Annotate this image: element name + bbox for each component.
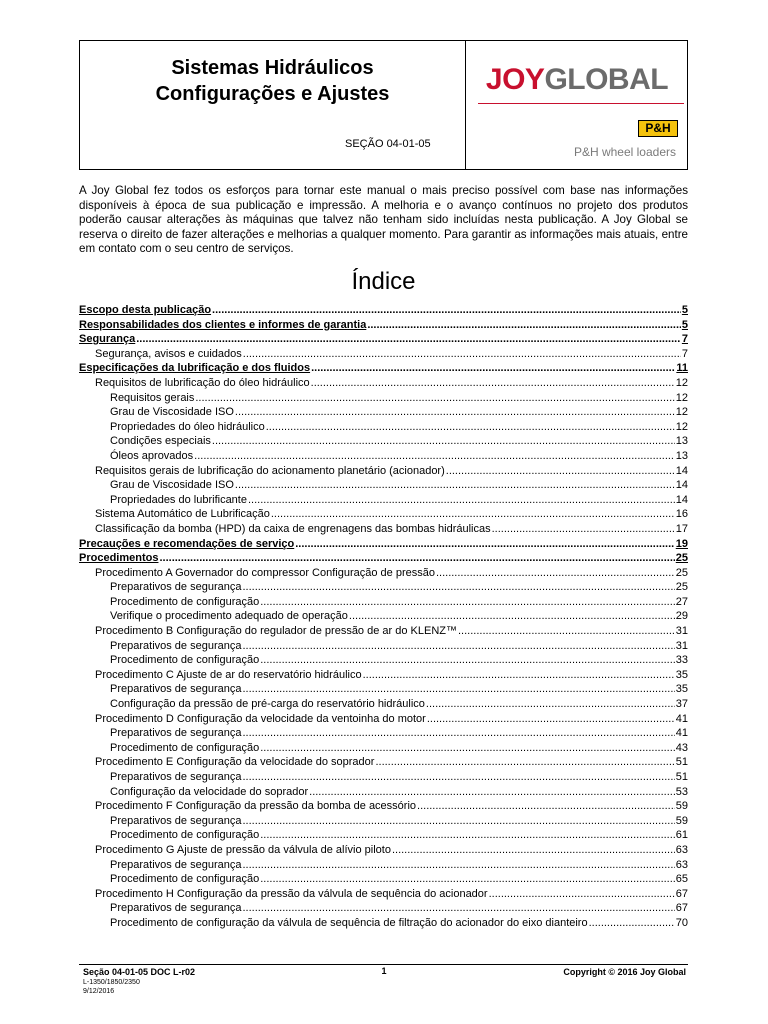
toc-entry-page: 51 — [675, 771, 688, 783]
toc-leader-dots — [436, 566, 675, 581]
toc-entry[interactable] — [79, 639, 688, 654]
toc-leader-dots — [212, 434, 675, 449]
toc-leader-dots — [242, 858, 674, 873]
toc-leader-dots — [136, 332, 681, 347]
toc-entry[interactable] — [79, 478, 688, 493]
toc-entry-title: Requisitos de lubrificação do óleo hidráulico — [95, 376, 310, 389]
toc-entry-page: 67 — [675, 902, 688, 915]
toc-entry-title: Classificação da bomba (HPD) da caixa de engrenagens das bombas hidráulicas — [95, 522, 491, 535]
toc-leader-dots — [311, 361, 675, 376]
toc-entry-page: 35 — [675, 668, 688, 681]
toc-entry[interactable] — [79, 785, 688, 800]
toc-entry-page: 12 — [675, 406, 688, 419]
toc-entry-page: 65 — [675, 873, 688, 886]
toc-leader-dots — [489, 887, 675, 902]
toc-entry[interactable] — [79, 726, 688, 741]
toc-leader-dots — [446, 464, 675, 479]
footer-copyright: Copyright © 2016 Joy Global — [563, 967, 686, 977]
toc-entry[interactable] — [79, 303, 688, 318]
toc-entry-title: Configuração da pressão de pré-carga do reservatório hidráulico — [110, 698, 425, 711]
toc-entry-title: Condições especiais — [110, 435, 211, 448]
toc-leader-dots — [212, 303, 681, 318]
toc-leader-dots — [589, 916, 675, 931]
section-code: SEÇÃO 04-01-05 — [345, 138, 431, 150]
toc-entry-title: Requisitos gerais de lubrificação do acionamento planetário (acionador) — [95, 464, 445, 477]
toc-entry-page: 53 — [675, 785, 688, 798]
toc-entry-title: Procedimento de configuração — [110, 654, 260, 667]
toc-leader-dots — [458, 624, 675, 639]
toc-entry-page: 5 — [681, 318, 688, 331]
title-line-1: Sistemas Hidráulicos — [171, 57, 374, 79]
toc-entry-title: Preparativos de segurança — [110, 639, 242, 652]
toc-leader-dots — [243, 347, 681, 362]
toc-entry-title: Procedimento G Ajuste de pressão da válvula de alívio piloto — [95, 843, 391, 856]
toc-leader-dots — [271, 507, 675, 522]
toc-entry[interactable] — [79, 901, 688, 916]
toc-leader-dots — [417, 799, 675, 814]
toc-entry-page: 67 — [675, 887, 688, 900]
logo-wordmark — [466, 63, 688, 97]
toc-entry[interactable] — [79, 347, 688, 362]
toc-entry[interactable] — [79, 580, 688, 595]
toc-entry-title: Configuração da velocidade do soprador — [110, 785, 309, 798]
toc-entry[interactable] — [79, 653, 688, 668]
toc-entry-page: 13 — [675, 435, 688, 448]
toc-entry-page: 25 — [675, 552, 688, 565]
toc-leader-dots — [260, 595, 675, 610]
toc-entry-page: 37 — [675, 698, 688, 711]
footer-date: 9/12/2016 — [83, 988, 115, 995]
toc-leader-dots — [367, 318, 681, 333]
toc-entry-title: Preparativos de segurança — [110, 814, 242, 827]
toc-entry-title: Procedimento de configuração — [110, 741, 260, 754]
toc-entry-page: 33 — [675, 654, 688, 667]
toc-entry-page: 43 — [675, 741, 688, 754]
toc-entry-title: Grau de Viscosidade ISO — [110, 406, 234, 419]
toc-entry-page: 19 — [675, 537, 688, 550]
toc-entry-title: Procedimento A Governador do compressor Configuração de pressão — [95, 566, 435, 579]
index-title: Índice — [351, 268, 416, 295]
toc-leader-dots — [242, 639, 674, 654]
toc-leader-dots — [363, 668, 675, 683]
logo-underline — [478, 103, 684, 104]
toc-entry[interactable] — [79, 799, 688, 814]
toc-entry[interactable] — [79, 522, 688, 537]
toc-leader-dots — [242, 726, 674, 741]
toc-entry-title: Preparativos de segurança — [110, 727, 242, 740]
toc-entry-page: 59 — [675, 814, 688, 827]
toc-entry[interactable] — [79, 551, 688, 566]
toc-entry-page: 51 — [675, 756, 688, 769]
toc-leader-dots — [242, 580, 674, 595]
toc-entry-page: 70 — [675, 916, 688, 929]
toc-entry-page: 12 — [675, 420, 688, 433]
toc-leader-dots — [159, 551, 674, 566]
toc-entry[interactable] — [79, 624, 688, 639]
toc-entry-title: Propriedades do lubrificante — [110, 493, 247, 506]
toc-entry-page: 7 — [681, 347, 688, 360]
toc-entry-page: 35 — [675, 683, 688, 696]
toc-entry[interactable] — [79, 682, 688, 697]
toc-entry[interactable] — [79, 464, 688, 479]
toc-entry-title: Escopo desta publicação — [79, 304, 212, 316]
toc-entry-title: Propriedades do óleo hidráulico — [110, 420, 265, 433]
joy-global-logo — [466, 41, 688, 169]
toc-entry[interactable] — [79, 814, 688, 829]
toc-entry[interactable] — [79, 697, 688, 712]
toc-entry-title: Responsabilidades dos clientes e informes de garantia — [79, 318, 367, 331]
toc-entry-page: 16 — [675, 508, 688, 521]
toc-entry-title: Preparativos de segurança — [110, 581, 242, 594]
toc-entry-title: Preparativos de segurança — [110, 683, 242, 696]
toc-entry[interactable] — [79, 887, 688, 902]
toc-entry-title: Especificações da lubrificação e dos fluidos — [79, 362, 311, 375]
toc-entry-title: Procedimento de configuração da válvula de sequência de filtração do acionador do eixo dianteiro — [110, 916, 588, 929]
toc-leader-dots — [194, 449, 675, 464]
toc-entry-page: 59 — [675, 800, 688, 813]
toc-entry-page: 31 — [675, 639, 688, 652]
toc-entry-title: Verifique o procedimento adequado de operação — [110, 610, 348, 623]
toc-entry-page: 63 — [675, 843, 688, 856]
toc-entry-page: 13 — [675, 449, 688, 462]
toc-entry-page: 5 — [681, 304, 688, 316]
toc-entry[interactable] — [79, 434, 688, 449]
intro-paragraph: A Joy Global fez todos os esforços para tornar este manual o mais preciso possível com base nas informações disponíveis à época de sua publicação e impressão. A melhoria e o avanço contínuos no projeto dos produtos poderão causar alterações às máquinas que talvez não tenham sido incluídas nesta publicação. A Joy Global se reserva o direito de fazer alterações e melhorias a qualquer momento. Para garantir as informações mais atuais, entre em contato com o seu centro de serviços. — [79, 184, 688, 256]
toc-entry[interactable] — [79, 566, 688, 581]
toc-entry[interactable] — [79, 872, 688, 887]
footer-doc-code: Seção 04-01-05 DOC L-r02 — [83, 967, 196, 977]
toc-leader-dots — [426, 697, 675, 712]
toc-leader-dots — [260, 653, 675, 668]
toc-entry-title: Grau de Viscosidade ISO — [110, 479, 234, 492]
toc-entry-page: 25 — [675, 581, 688, 594]
toc-entry-page: 61 — [675, 829, 688, 842]
toc-entry-page: 27 — [675, 595, 688, 608]
toc-leader-dots — [427, 712, 675, 727]
toc-entry[interactable] — [79, 595, 688, 610]
toc-entry-title: Procedimento C Ajuste de ar do reservatório hidráulico — [95, 668, 362, 681]
toc-leader-dots — [295, 537, 675, 552]
title-line-2: Configurações e Ajustes — [155, 83, 390, 105]
toc-entry-page: 12 — [675, 376, 688, 389]
toc-entry-title: Procedimento de configuração — [110, 595, 260, 608]
toc-entry-page: 14 — [675, 479, 688, 492]
toc-entry-page: 41 — [675, 727, 688, 740]
toc-entry-page: 11 — [676, 362, 688, 375]
toc-entry-title: Procedimento de configuração — [110, 873, 260, 886]
toc-entry[interactable] — [79, 507, 688, 522]
toc-entry-title: Sistema Automático de Lubrificação — [95, 508, 270, 521]
toc-entry[interactable] — [79, 712, 688, 727]
toc-entry-title: Óleos aprovados — [110, 449, 194, 462]
toc-leader-dots — [492, 522, 675, 537]
toc-entry-title: Requisitos gerais — [110, 391, 195, 404]
toc-entry-page: 7 — [681, 333, 688, 346]
toc-leader-dots — [242, 770, 674, 785]
toc-entry[interactable] — [79, 493, 688, 508]
toc-entry-title: Preparativos de segurança — [110, 771, 242, 783]
toc-entry[interactable] — [79, 668, 688, 683]
toc-entry[interactable] — [79, 449, 688, 464]
toc-entry[interactable] — [79, 420, 688, 435]
table-of-contents — [79, 303, 688, 931]
toc-leader-dots — [392, 843, 675, 858]
toc-leader-dots — [375, 755, 674, 770]
toc-entry-title: Procedimento F Configuração da pressão da bomba de acessório — [95, 800, 417, 813]
logo-joy: JOY — [485, 63, 545, 96]
toc-leader-dots — [260, 828, 675, 843]
toc-entry[interactable] — [79, 376, 688, 391]
toc-leader-dots — [349, 609, 675, 624]
toc-entry-title: Procedimento H Configuração da pressão da válvula de sequência do acionador — [95, 887, 488, 900]
toc-entry[interactable] — [79, 770, 688, 785]
toc-leader-dots — [242, 901, 674, 916]
toc-entry[interactable] — [79, 391, 688, 406]
toc-entry[interactable] — [79, 828, 688, 843]
toc-entry-page: 12 — [675, 391, 688, 404]
toc-leader-dots — [235, 478, 675, 493]
toc-leader-dots — [260, 741, 675, 756]
toc-entry-title: Procedimento D Configuração da velocidade da ventoinha do motor — [95, 712, 426, 725]
toc-entry-page: 14 — [675, 464, 688, 477]
toc-entry[interactable] — [79, 741, 688, 756]
toc-entry[interactable] — [79, 318, 688, 333]
toc-entry-title: Procedimento B Configuração do regulador de pressão de ar do KLENZ™ — [95, 625, 457, 638]
toc-entry-title: Preparativos de segurança — [110, 858, 242, 871]
document-header — [79, 40, 688, 170]
ph-caption: P&H wheel loaders — [573, 145, 676, 159]
toc-leader-dots — [242, 682, 674, 697]
toc-entry-title: Segurança — [79, 333, 136, 346]
toc-entry-page: 31 — [675, 625, 688, 638]
toc-leader-dots — [311, 376, 675, 391]
toc-entry-page: 41 — [675, 712, 688, 725]
toc-entry-title: Segurança, avisos e cuidados — [95, 347, 242, 360]
ph-badge: P&H — [638, 120, 678, 137]
document-title — [80, 55, 465, 107]
toc-entry-title: Preparativos de segurança — [110, 902, 242, 915]
toc-entry[interactable] — [79, 755, 688, 770]
toc-entry-page: 25 — [675, 566, 688, 579]
toc-entry-title: Procedimentos — [79, 552, 159, 565]
toc-entry-page: 63 — [675, 858, 688, 871]
toc-leader-dots — [260, 872, 675, 887]
footer-divider — [79, 964, 688, 965]
logo-global: GLOBAL — [544, 63, 669, 96]
toc-entry[interactable] — [79, 405, 688, 420]
toc-leader-dots — [309, 785, 675, 800]
toc-leader-dots — [248, 493, 675, 508]
toc-entry[interactable] — [79, 609, 688, 624]
toc-entry-title: Procedimento de configuração — [110, 829, 260, 842]
toc-entry-page: 29 — [675, 610, 688, 623]
toc-leader-dots — [242, 814, 674, 829]
toc-leader-dots — [195, 391, 674, 406]
toc-leader-dots — [266, 420, 675, 435]
footer-page-number: 1 — [381, 966, 387, 976]
toc-entry[interactable] — [79, 858, 688, 873]
toc-entry[interactable] — [79, 361, 688, 376]
toc-entry-title: Precauções e recomendações de serviço — [79, 537, 295, 550]
toc-entry[interactable] — [79, 537, 688, 552]
toc-leader-dots — [235, 405, 675, 420]
toc-entry[interactable] — [79, 332, 688, 347]
toc-entry-title: Procedimento E Configuração da velocidade do soprador — [95, 756, 375, 769]
toc-entry[interactable] — [79, 916, 688, 931]
toc-entry-page: 17 — [675, 522, 688, 535]
toc-entry-page: 14 — [675, 493, 688, 506]
toc-entry[interactable] — [79, 843, 688, 858]
footer-part-number: L-1350/1850/2350 — [83, 979, 140, 986]
